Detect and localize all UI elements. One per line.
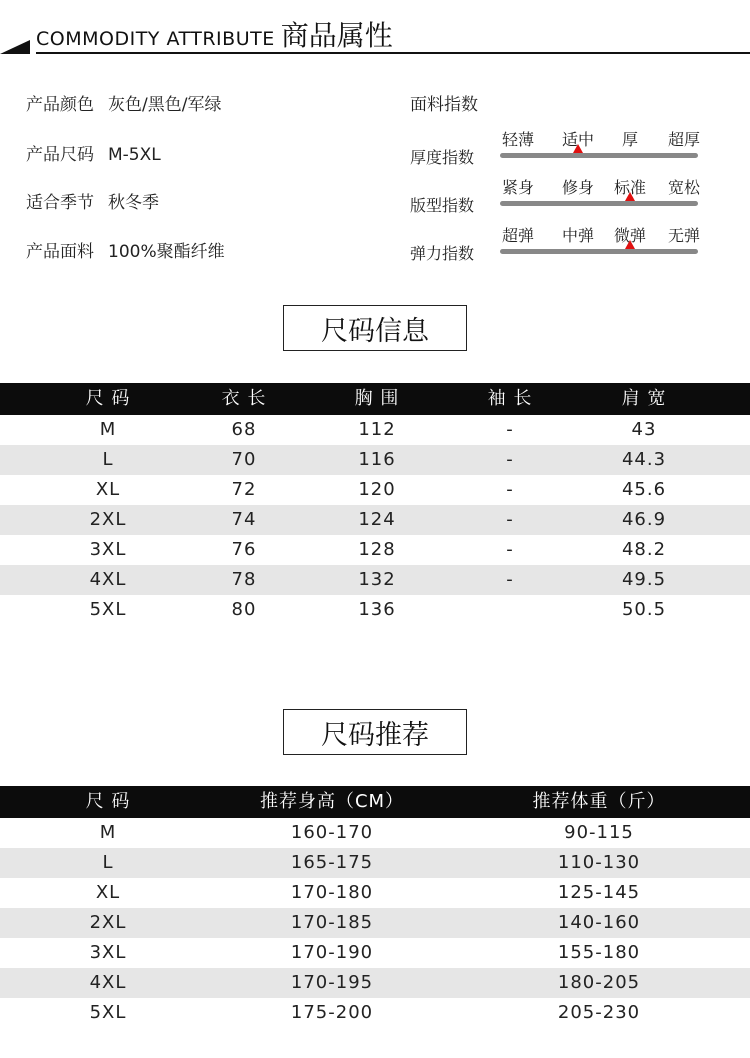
table-header-cell: 尺 码 <box>85 791 131 812</box>
attr-value: 100%聚酯纤维 <box>108 242 225 262</box>
attr-value: M-5XL <box>108 145 161 165</box>
table-row <box>0 938 750 968</box>
attr-value: 灰色/黑色/军绿 <box>108 95 222 115</box>
fabric-index-option: 适中 <box>561 130 595 149</box>
header-underline <box>36 52 750 54</box>
table-cell: 132 <box>358 569 396 590</box>
attr-fabric <box>26 237 225 262</box>
table-cell: 74 <box>231 509 257 530</box>
fabric-index-option: 修身 <box>561 178 595 197</box>
table-cell: 90-115 <box>564 822 634 843</box>
table-header-cell: 推荐身高（CM） <box>259 791 405 812</box>
table-row <box>0 415 750 445</box>
fabric-index-option: 中弹 <box>561 226 595 245</box>
table-cell: 116 <box>358 449 396 470</box>
table-cell: - <box>506 539 514 560</box>
table-row <box>0 445 750 475</box>
table-row <box>0 565 750 595</box>
fabric-index-row <box>410 223 710 269</box>
table-row <box>0 475 750 505</box>
table-cell: 155-180 <box>557 942 641 963</box>
table-cell: 70 <box>231 449 257 470</box>
fabric-index-track <box>500 201 698 206</box>
table-cell: L <box>102 852 114 873</box>
table-row <box>0 505 750 535</box>
table-header-cell: 肩 宽 <box>621 388 667 409</box>
table-cell: L <box>102 449 114 470</box>
table-cell: 112 <box>358 419 396 440</box>
table-cell: M <box>99 822 117 843</box>
table-cell: 43 <box>631 419 657 440</box>
fabric-index-option: 宽松 <box>667 178 701 197</box>
table-cell: M <box>99 419 117 440</box>
table-cell: 48.2 <box>621 539 667 560</box>
fabric-index-option: 紧身 <box>501 178 535 197</box>
table-header-cell: 推荐体重（斤） <box>532 791 666 812</box>
table-cell: 72 <box>231 479 257 500</box>
fabric-index-label: 版型指数 <box>410 196 475 215</box>
fabric-index-option: 标准 <box>613 178 647 197</box>
table-cell: XL <box>95 882 121 903</box>
table-cell: 180-205 <box>557 972 641 993</box>
table-cell: 4XL <box>89 569 127 590</box>
section-header-commodity-attribute <box>36 14 393 54</box>
fabric-index-label: 厚度指数 <box>410 148 475 167</box>
fabric-index-row <box>410 175 710 221</box>
table-cell: 170-185 <box>290 912 374 933</box>
table-header <box>0 786 750 818</box>
fabric-index-label: 弹力指数 <box>410 244 475 263</box>
fabric-index-track <box>500 153 698 158</box>
table-cell: - <box>506 509 514 530</box>
table-header-cell: 胸 围 <box>354 388 400 409</box>
table-cell: 76 <box>231 539 257 560</box>
fabric-index-marker-triangle-icon <box>573 144 583 153</box>
table-cell: - <box>506 479 514 500</box>
table-header-cell: 尺 码 <box>85 388 131 409</box>
header-title-en: COMMODITY ATTRIBUTE <box>36 28 275 50</box>
table-cell: - <box>506 449 514 470</box>
table-row <box>0 998 750 1028</box>
table-cell: 3XL <box>89 942 127 963</box>
table-cell: - <box>506 419 514 440</box>
attr-label: 产品尺码 <box>26 145 94 165</box>
attr-value: 秋冬季 <box>108 193 159 213</box>
table-cell: 3XL <box>89 539 127 560</box>
table-cell: 110-130 <box>557 852 641 873</box>
attr-color <box>26 90 221 115</box>
table-row <box>0 818 750 848</box>
table-cell: 5XL <box>89 1002 127 1023</box>
fabric-index-option: 厚 <box>621 130 639 149</box>
table-cell: 128 <box>358 539 396 560</box>
size-recommend-table <box>0 786 750 1028</box>
fabric-index-option: 轻薄 <box>501 130 535 149</box>
fabric-index-marker-triangle-icon <box>625 192 635 201</box>
fabric-index-title: 面料指数 <box>410 95 478 115</box>
table-cell: 170-180 <box>290 882 374 903</box>
fabric-index-marker-triangle-icon <box>625 240 635 249</box>
table-cell: 68 <box>231 419 257 440</box>
fabric-index-option: 超厚 <box>667 130 701 149</box>
size-info-table <box>0 383 750 625</box>
table-cell: 44.3 <box>621 449 667 470</box>
table-row <box>0 908 750 938</box>
table-cell: XL <box>95 479 121 500</box>
header-wedge-decoration <box>0 40 30 54</box>
table-cell: 120 <box>358 479 396 500</box>
table-cell: 46.9 <box>621 509 667 530</box>
table-cell: - <box>506 569 514 590</box>
attr-season <box>26 188 159 213</box>
table-cell: 78 <box>231 569 257 590</box>
header-title-cn: 商品属性 <box>280 19 393 52</box>
fabric-index-option: 微弹 <box>613 226 647 245</box>
fabric-index-option: 超弹 <box>501 226 535 245</box>
table-row <box>0 878 750 908</box>
table-cell: 2XL <box>89 912 127 933</box>
table-cell: 80 <box>231 599 257 620</box>
table-row <box>0 968 750 998</box>
table-row <box>0 595 750 625</box>
table-cell: 50.5 <box>621 599 667 620</box>
table-cell: 170-190 <box>290 942 374 963</box>
table-cell: 2XL <box>89 509 127 530</box>
table-cell: 170-195 <box>290 972 374 993</box>
fabric-index-option: 无弹 <box>667 226 701 245</box>
table-cell: 175-200 <box>290 1002 374 1023</box>
table-cell: 4XL <box>89 972 127 993</box>
table-cell: 45.6 <box>621 479 667 500</box>
table-cell: 5XL <box>89 599 127 620</box>
table-cell: 165-175 <box>290 852 374 873</box>
table-header-cell: 衣 长 <box>221 388 267 409</box>
table-header-cell: 袖 长 <box>487 388 533 409</box>
fabric-index-row <box>410 127 710 173</box>
table-header <box>0 383 750 415</box>
table-cell: 205-230 <box>557 1002 641 1023</box>
table-cell: 160-170 <box>290 822 374 843</box>
attr-size <box>26 140 161 165</box>
table-cell: 124 <box>358 509 396 530</box>
size-recommend-title: 尺码推荐 <box>283 709 467 755</box>
attr-label: 适合季节 <box>26 193 94 213</box>
table-row <box>0 848 750 878</box>
fabric-index-track <box>500 249 698 254</box>
size-info-title: 尺码信息 <box>283 305 467 351</box>
table-row <box>0 535 750 565</box>
table-cell: 49.5 <box>621 569 667 590</box>
attr-label: 产品颜色 <box>26 95 94 115</box>
attr-label: 产品面料 <box>26 242 94 262</box>
table-cell: 136 <box>358 599 396 620</box>
table-cell: 125-145 <box>557 882 641 903</box>
table-cell: 140-160 <box>557 912 641 933</box>
